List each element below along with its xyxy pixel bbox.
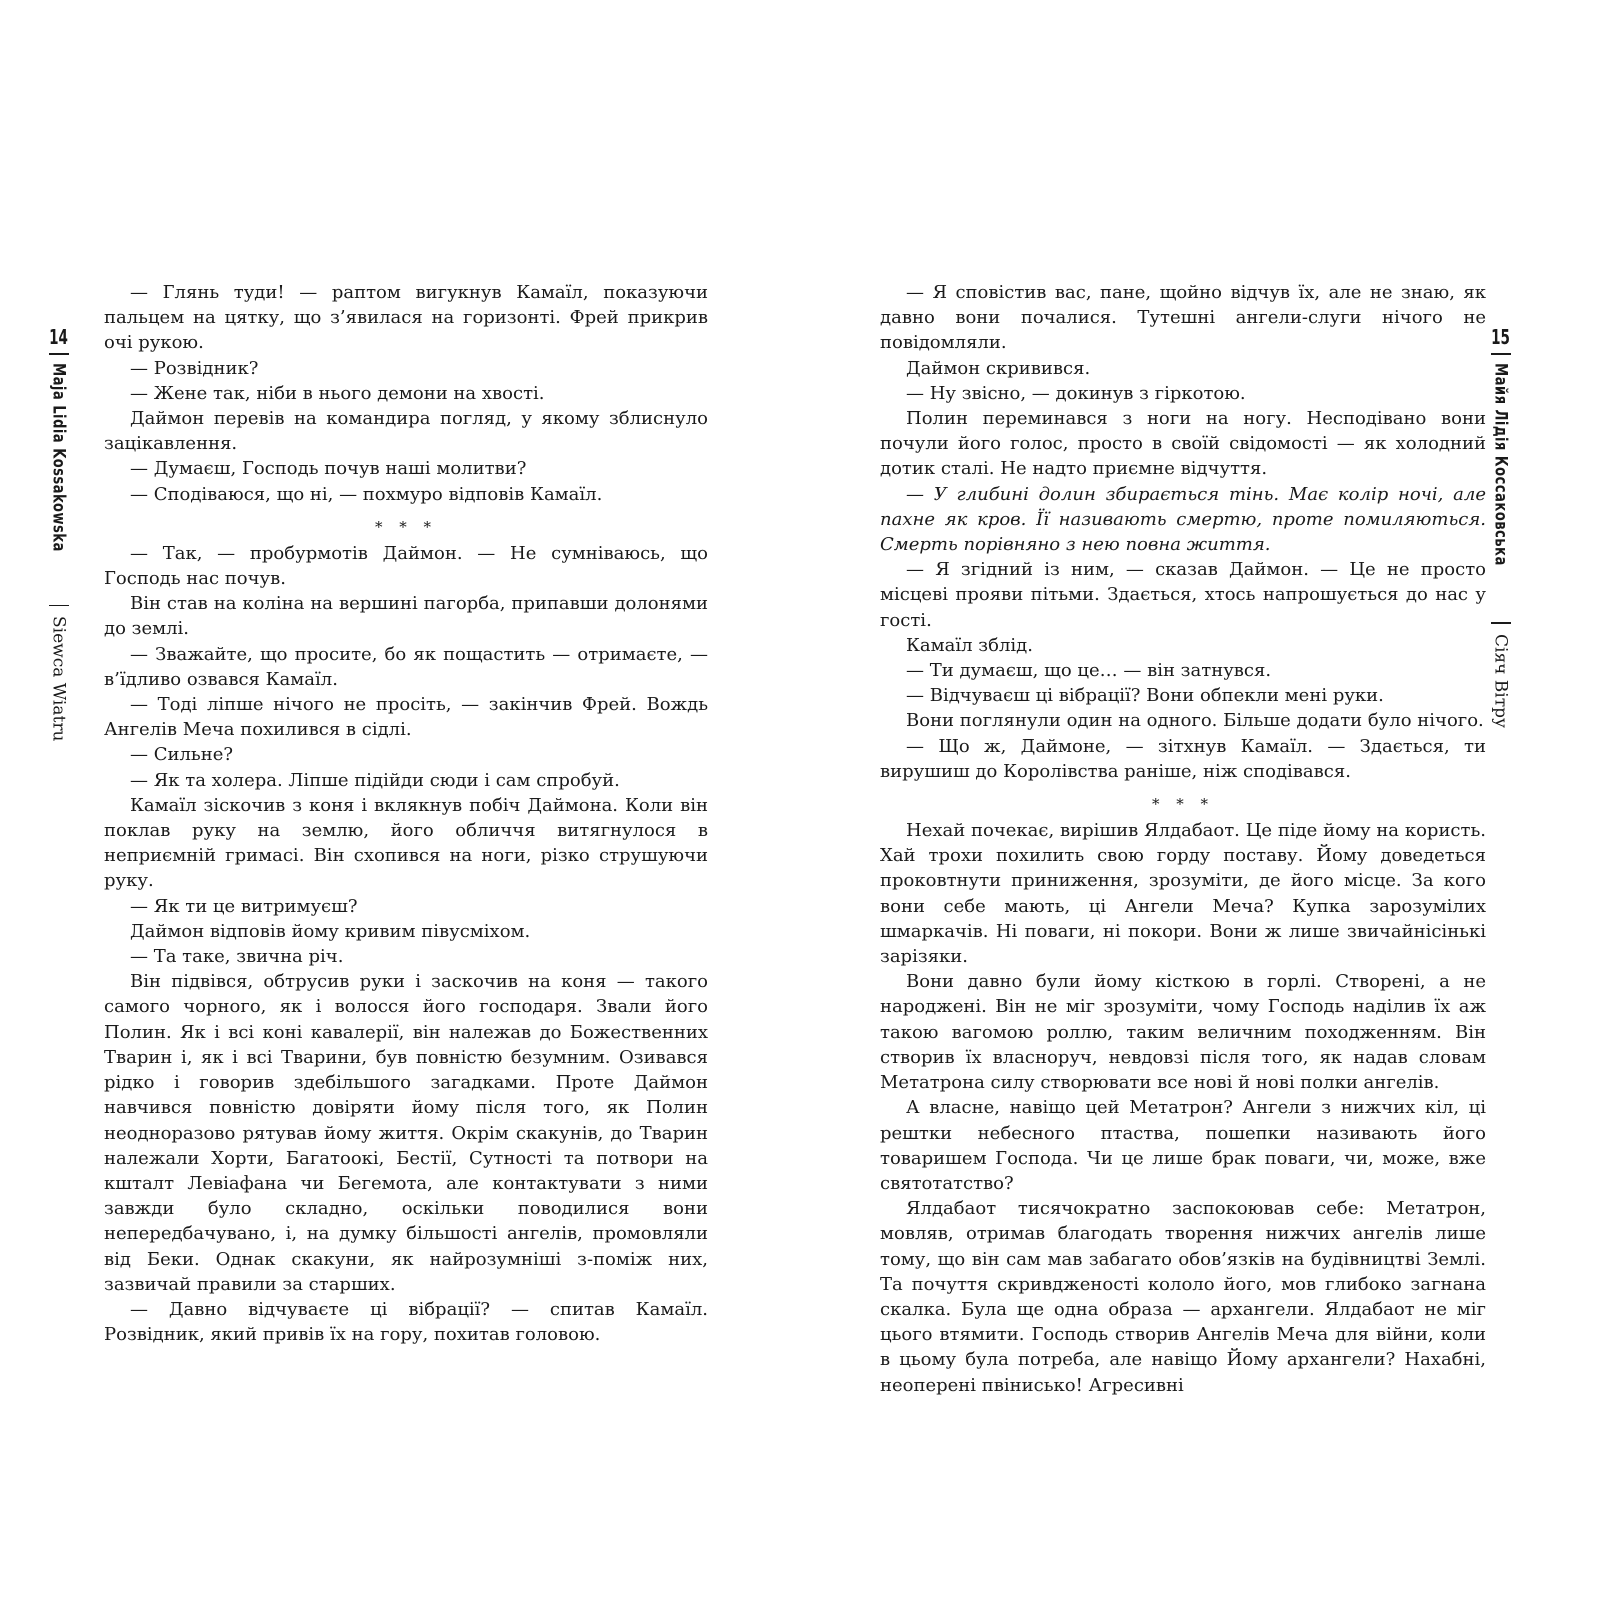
paragraph: А власне, навіщо цей Метатрон? Ангели з нижчих кіл, ці рештки небесного птаства, пошепки називають його товаришем Господа. Чи це лише брак поваги, чи, може, вже святотатство? (880, 1097, 1486, 1194)
paragraph: Вони давно були йому кісткою в горлі. Створені, а не народжені. Він не міг зрозуміти, чому Господь наділив їх аж такою вагомою роллю, таким величним походженням. Він створив їх власноруч, невдовзі після того, як надав словам Метатрона силу створювати все нові й нові полки ангелів. (880, 971, 1486, 1094)
paragraph: — Та таке, звична річ. (130, 946, 344, 968)
author-name: Maja Lidia Kossakowska (48, 362, 69, 552)
header-divider (49, 605, 69, 607)
paragraph: — Думаєш, Господь почув наші молитви? (130, 458, 527, 480)
paragraph: — Давно відчуваєте ці вібрації? — спитав Камаїл. Розвідник, який привів їх на гору, похитав головою. (104, 1298, 708, 1346)
paragraph: — Ну звісно, — докинув з гіркотою. (906, 382, 1246, 404)
page-number: 14 (49, 325, 68, 349)
paragraph: — Як ти це витримуєш? (130, 895, 358, 917)
paragraph: — Як та холера. Ліпше підійди сюди і сам спробуй. (130, 769, 620, 791)
book-title: Сіяч Вітру (1490, 633, 1511, 729)
paragraph: — Що ж, Даймоне, — зітхнув Камаїл. — Здається, ти вирушиш до Королівства раніше, ніж сподівався. (880, 735, 1486, 782)
paragraph: Даймон скривився. (906, 357, 1091, 379)
author-name: Майя Лідія Коссаковська (1490, 362, 1511, 566)
paragraph: — Жене так, ніби в нього демони на хвості. (130, 382, 545, 404)
right-text-block (880, 280, 1486, 1398)
paragraph: Полин переминався з ноги на ногу. Несподівано вони почули його голос, просто в своїй свідомості — як холодний дотик сталі. Не надто приємне відчуття. (880, 408, 1486, 480)
paragraph: Даймон перевів на командира погляд, у якому зблиснуло зацікавлення. (104, 408, 708, 455)
section-separator: * * * (374, 517, 438, 536)
book-title: Siewca Wiatru (48, 616, 69, 742)
paragraph: Він підвівся, обтрусив руки і заскочив на коня — такого самого чорного, як і волосся його господаря. Звали його Полин. Як і всі коні кавалерії, він належав до Божественних Тварин і, як і всі Тварини, був повністю безумним. Озивався рідко і говорив здебільшого загадками. Проте Даймон навчився повністю довіряти йому після того, як Полин неодноразово рятував йому життя. Окрім скакунів, до Тварин належали Хорти, Багатоокі, Бестії, Сутності та потвори на кшталт Левіафана чи Бегемота, але контактувати з ними завжди було складно, оскільки поводилися вони непередбачувано, і, на думку більшості ангелів, промовляли від Беки. Однак скакуни, як найрозумніші з-поміж них, зазвичай правили за старших. (104, 971, 708, 1295)
paragraph: — Я згідний із ним, — сказав Даймон. — Це не просто місцеві прояви пітьми. Здається, хтось напрошується до нас у гості. (880, 559, 1486, 631)
paragraph: Ялдабаот тисячократно заспокоював себе: Метатрон, мовляв, отримав благодать творення нижчих ангелів лише тому, що він сам мав забагато обов’язків на будівництві Землі. Та почуття скривдженості кололо його, мов глибоко загнана скалка. Була ще одна образа — архангели. Ялдабаот не міг цього втямити. Господь створив Ангелів Меча для війни, коли в цьому була потреба, але навіщо Йому архангели? Нахабні, неоперені пвінисько! Агресивні (880, 1198, 1486, 1396)
paragraph: Він став на коліна на вершині пагорба, припавши долонями до землі. (104, 593, 708, 640)
paragraph: — Сильне? (130, 744, 234, 766)
paragraph: Даймон відповів йому кривим півусміхом. (130, 920, 531, 942)
paragraph: — Я сповістив вас, пане, щойно відчув їх, але не знаю, як давно вони почалися. Тутешні ангели-слуги нічого не повідомляли. (880, 282, 1486, 354)
header-rule (1491, 353, 1511, 355)
paragraph: — Зважайте, що просите, бо як пощастить — отримаєте, — в’їдливо озвався Камаїл. (104, 643, 708, 690)
section-separator: * * * (1151, 795, 1215, 814)
right-page (800, 0, 1600, 1600)
paragraph: — Відчуваєш ці вібрації? Вони обпекли мені руки. (906, 685, 1384, 707)
paragraph: Камаїл зіскочив з коня і вклякнув побіч Даймона. Коли він поклав руку на землю, його обличчя витягнулося в неприємній гримасі. Він схопився на ноги, різко струшуючи руку. (104, 794, 708, 892)
paragraph: — Розвідник? (130, 357, 259, 379)
paragraph: — Глянь туди! — раптом вигукнув Камаїл, показуючи пальцем на цятку, що з’явилася на горизонті. Фрей прикрив очі рукою. (104, 282, 708, 354)
paragraph: — Так, — пробурмотів Даймон. — Не сумніваюсь, що Господь нас почув. (104, 542, 708, 590)
italic-paragraph: — У глибині долин збирається тінь. Має колір ночі, але пахне як кров. Її називають смертю, проте помиляються. Смерть порівняно з нею повна життя. (880, 483, 1486, 556)
header-divider (1491, 622, 1511, 624)
paragraph: Нехай почекає, вирішив Ялдабаот. Це піде йому на користь. Хай трохи похилить свою горду поставу. Йому доведеться проковтнути приниження, зрозуміти, де його місце. За кого вони себе мають, ці Ангели Меча? Купка зарозумілих шмаркачів. Ні поваги, ні покори. Вони ж лише звичайнісінькі зарізяки. (880, 820, 1486, 968)
paragraph: — Ти думаєш, що це… — він затнувся. (906, 660, 1272, 682)
page-number: 15 (1491, 325, 1510, 349)
paragraph: — Тоді ліпше нічого не просіть, — закінчив Фрей. Вождь Ангелів Меча похилився в сідлі. (104, 694, 708, 741)
header-rule (49, 353, 69, 355)
left-text-block (104, 280, 708, 1347)
right-running-head (1488, 325, 1513, 728)
paragraph: Вони поглянули один на одного. Більше додати було нічого. (906, 710, 1484, 732)
left-running-head (46, 325, 71, 741)
paragraph: Камаїл зблід. (906, 634, 1033, 656)
paragraph: — Сподіваюся, що ні, — похмуро відповів Камаїл. (130, 483, 603, 505)
